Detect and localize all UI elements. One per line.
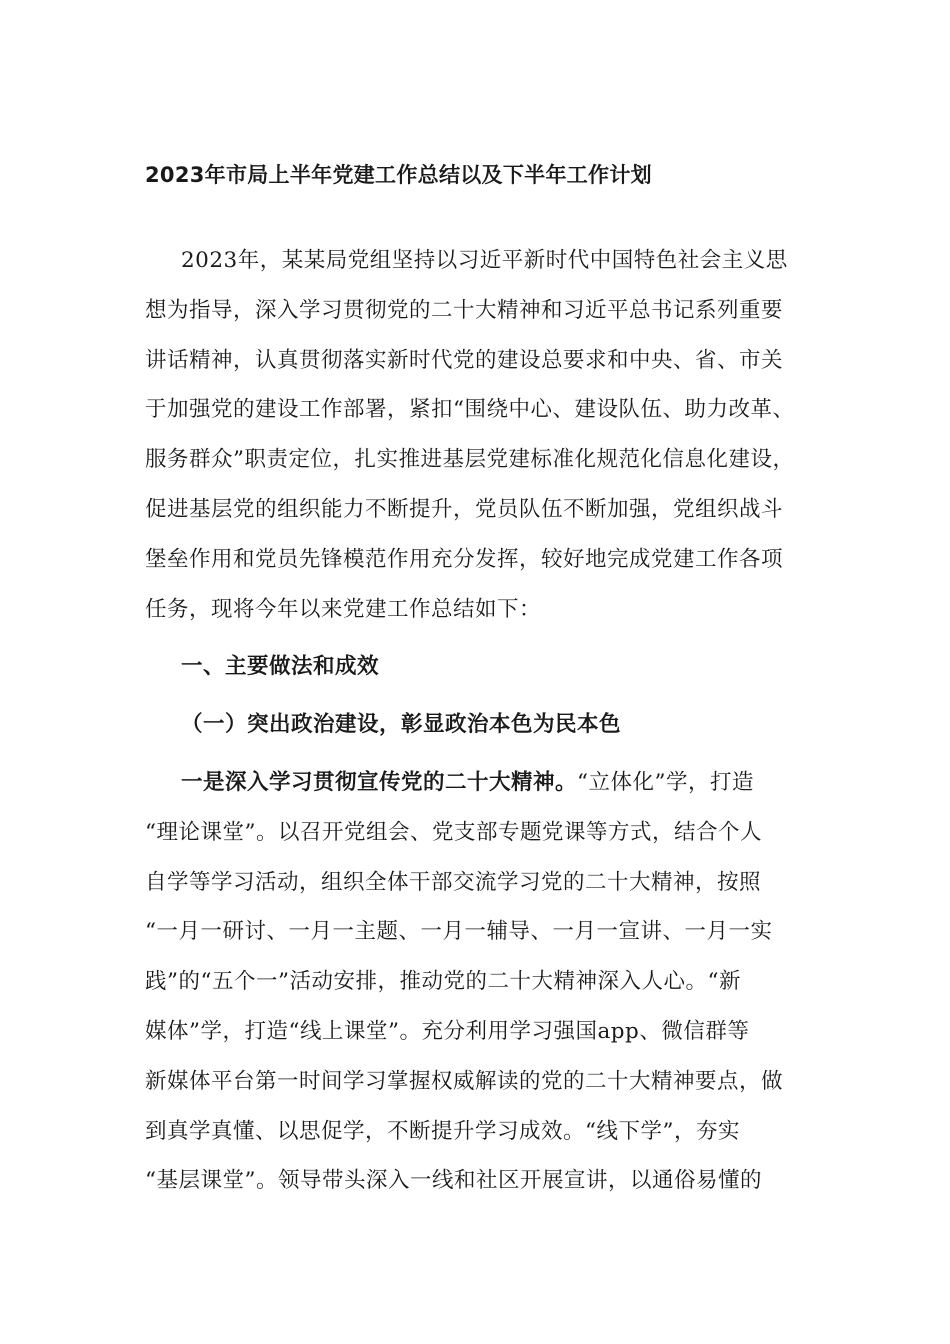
paragraph-line: 践”的“五个一”活动安排，推动党的二十大精神深入人心。“新 [145,969,741,995]
point-one-lead: 一是深入学习贯彻宣传党的二十大精神。 [181,769,578,795]
paragraph-line: 促进基层党的组织能力不断提升，党员队伍不断加强，党组织战斗 [145,496,784,522]
section-heading: 一、主要做法和成效 [181,654,380,680]
paragraph-line: 到真学真懂、以思促学，不断提升学习成效。“线下学”，夯实 [145,1118,740,1144]
paragraph-line: 于加强党的建设工作部署，紧扣“围绕中心、建设队伍、助力改革、 [145,397,795,423]
paragraph-line: 堡垒作用和党员先锋模范作用充分发挥，较好地完成党建工作各项 [145,546,784,572]
paragraph-line: 服务群众”职责定位，扎实推进基层党建标准化规范化信息化建设， [145,447,795,473]
paragraph-line: 新媒体平台第一时间学习掌握权威解读的党的二十大精神要点，做 [145,1068,784,1094]
paragraph-line: 想为指导，深入学习贯彻党的二十大精神和习近平总书记系列重要 [145,297,784,323]
paragraph-line: “基层课堂”。领导带头深入一线和社区开展宣讲，以通俗易懂的 [145,1168,762,1194]
document-body [145,236,825,1206]
subsection-heading: （一）突出政治建设，彰显政治本色为民本色 [181,712,622,738]
document-title: 2023年市局上半年党建工作总结以及下半年工作计划 [145,163,652,187]
paragraph-line: “理论课堂”。以召开党组会、党支部专题党课等方式，结合个人 [145,819,762,845]
point-one-first-line [145,758,825,808]
paragraph-line: 自学等学习活动，组织全体干部交流学习党的二十大精神，按照 [145,869,762,895]
paragraph-line: 2023年，某某局党组坚持以习近平新时代中国特色社会主义思 [181,248,788,273]
paragraph-line: 任务，现将今年以来党建工作总结如下： [145,596,542,622]
paragraph-line: 媒体”学，打造“线上课堂”。充分利用学习强国app、微信群等 [145,1018,750,1044]
paragraph-line: 讲话精神，认真贯彻落实新时代党的建设总要求和中央、省、市关 [145,347,784,373]
paragraph-line: “一月一研讨、一月一主题、一月一辅导、一月一宣讲、一月一实 [145,919,773,945]
point-one-first-rest: “立体化”学，打造 [577,769,754,795]
